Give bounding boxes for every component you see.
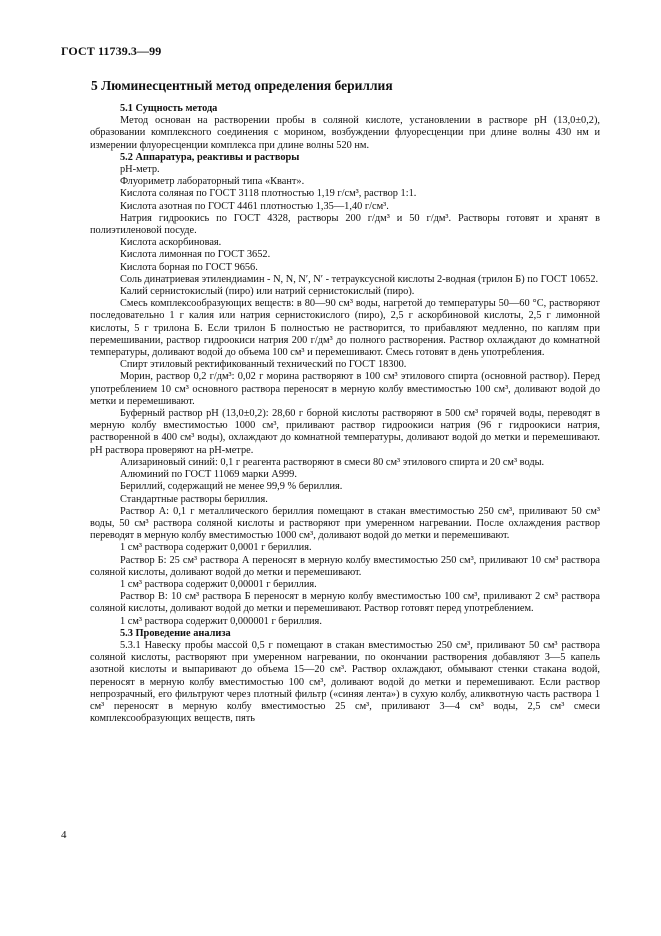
paragraph: 5.3.1 Навеску пробы массой 0,5 г помещают в стакан вместимостью 250 см³, приливают 50 см³ раствора соляной кислоты, растворяют при умеренном нагревании, по окончании растворения добавляют 3—5 капель азотной кислоты и выпаривают до объема 15—20 см³. Раствор охлаждают, обмывают стенки стакана водой, переносят в мерную колбу вместимостью 100 см³, доливают водой до метки и перемешивают. Если раствор непрозрачный, его фильтруют через плотный фильтр («синяя лента») в сухую колбу, аликвотную часть раствора 1 см³ переносят в мерную колбу вместимостью 25 см³, приливают 3—4 см³ воды, 2,5 см³ смеси комплексообразующих веществ, пять: [90, 639, 600, 725]
paragraph: Буферный раствор pH (13,0±0,2): 28,60 г борной кислоты растворяют в 500 см³ горячей воды, переводят в мерную колбу вместимостью 1000 см³, приливают раствор гидроокиси натрия (96 г гидроокиси натрия, растворенной в 400 см³ воды), охлаждают до комнатной температуры, доливают водой до метки и перемешивают. pH раствора проверяют на pH-метре.: [90, 408, 600, 456]
paragraph: Кислота соляная по ГОСТ 3118 плотностью 1,19 г/см³, раствор 1:1.: [120, 188, 417, 200]
subsection-heading: 5.3 Проведение анализа: [120, 627, 231, 639]
paragraph: Бериллий, содержащий не менее 99,9 % бериллия.: [120, 481, 343, 493]
paragraph: Раствор В: 10 см³ раствора Б переносят в мерную колбу вместимостью 100 см³, приливают 2 см³ раствора соляной кислоты, доливают водой до метки и перемешивают. Раствор готовят перед употреблением.: [90, 591, 600, 615]
subsection-heading: 5.2 Аппаратура, реактивы и растворы: [120, 151, 300, 163]
paragraph: Флуориметр лабораторный типа «Квант».: [120, 176, 305, 188]
subsection-heading: 5.1 Сущность метода: [120, 103, 218, 114]
paragraph: Смесь комплексообразующих веществ: в 80—90 см³ воды, нагретой до температуры 50—60 °С, растворяют последовательно 1 г калия или натрия сернистокислого (пиро), 2,5 г аскорбиновой кислоты, 2,5 г лимонной кислоты, 5 г трилона Б. Если трилон Б полностью не растворится, то прибавляют медленно, по каплям при перемешивании, раствор гидроокиси натрия 200 г/дм³ до полного растворения. Раствор охлаждают до комнатной температуры, доливают водой до объема 100 см³ и перемешивают. Смесь готовят в день употребления.: [90, 298, 600, 359]
paragraph: Метод основан на растворении пробы в соляной кислоте, установлении в растворе pH (13,0±0,2), образовании комплексного соединения с морином, возбуждении флуоресценции при длине волны 430 нм и измерении флуоресценции комплекса при длине волны 520 нм.: [90, 115, 600, 151]
page-number: 4: [61, 829, 67, 841]
document-header: ГОСТ 11739.3—99: [61, 44, 162, 58]
paragraph: 1 см³ раствора содержит 0,0001 г бериллия.: [120, 542, 312, 554]
paragraph: 1 см³ раствора содержит 0,000001 г бериллия.: [120, 615, 322, 627]
paragraph: Стандартные растворы бериллия.: [120, 493, 268, 505]
paragraph: Ализариновый синий: 0,1 г реагента растворяют в смеси 80 см³ этилового спирта и 20 см³ воды.: [120, 456, 545, 468]
document-body: [90, 103, 600, 725]
paragraph: Кислота аскорбиновая.: [120, 237, 222, 249]
paragraph: Калий сернистокислый (пиро) или натрий сернистокислый (пиро).: [120, 286, 415, 298]
section-title: 5 Люминесцентный метод определения бериллия: [91, 78, 393, 93]
paragraph: Кислота борная по ГОСТ 9656.: [120, 261, 258, 273]
paragraph: Соль динатриевая этилендиамин - N, N, N′, N′ - тетрауксусной кислоты 2-водная (трилон Б) по ГОСТ 10652.: [120, 273, 599, 285]
paragraph: Кислота лимонная по ГОСТ 3652.: [120, 249, 271, 261]
paragraph: Кислота азотная по ГОСТ 4461 плотностью 1,35—1,40 г/см³.: [120, 200, 389, 212]
paragraph: Раствор Б: 25 см³ раствора А переносят в мерную колбу вместимостью 250 см³, приливают 10 см³ раствора соляной кислоты, доливают водой до метки и перемешивают.: [90, 554, 600, 578]
paragraph: Натрия гидроокись по ГОСТ 4328, растворы 200 г/дм³ и 50 г/дм³. Растворы готовят и хранят в полиэтиленовой посуде.: [90, 212, 600, 237]
paragraph: Спирт этиловый ректификованный технический по ГОСТ 18300.: [120, 359, 407, 371]
paragraph: Алюминий по ГОСТ 11069 марки А999.: [120, 469, 297, 481]
paragraph: pH-метр.: [120, 164, 160, 176]
paragraph: 1 см³ раствора содержит 0,00001 г бериллия.: [120, 578, 317, 590]
paragraph: Раствор А: 0,1 г металлического бериллия помещают в стакан вместимостью 250 см³, приливают 50 см³ воды, 50 см³ раствора соляной кислоты и растворяют при умеренном нагревании. После охлаждения раствор переводят в мерную колбу вместимостью 1000 см³, доливают водой до метки и перемешивают.: [90, 505, 600, 542]
paragraph: Морин, раствор 0,2 г/дм³: 0,02 г морина растворяют в 100 см³ этилового спирта (основной раствор). Перед употреблением 10 см³ основного раствора переносят в мерную колбу вместимостью 100 см³, доливают водой до метки и перемешивают.: [90, 371, 600, 407]
